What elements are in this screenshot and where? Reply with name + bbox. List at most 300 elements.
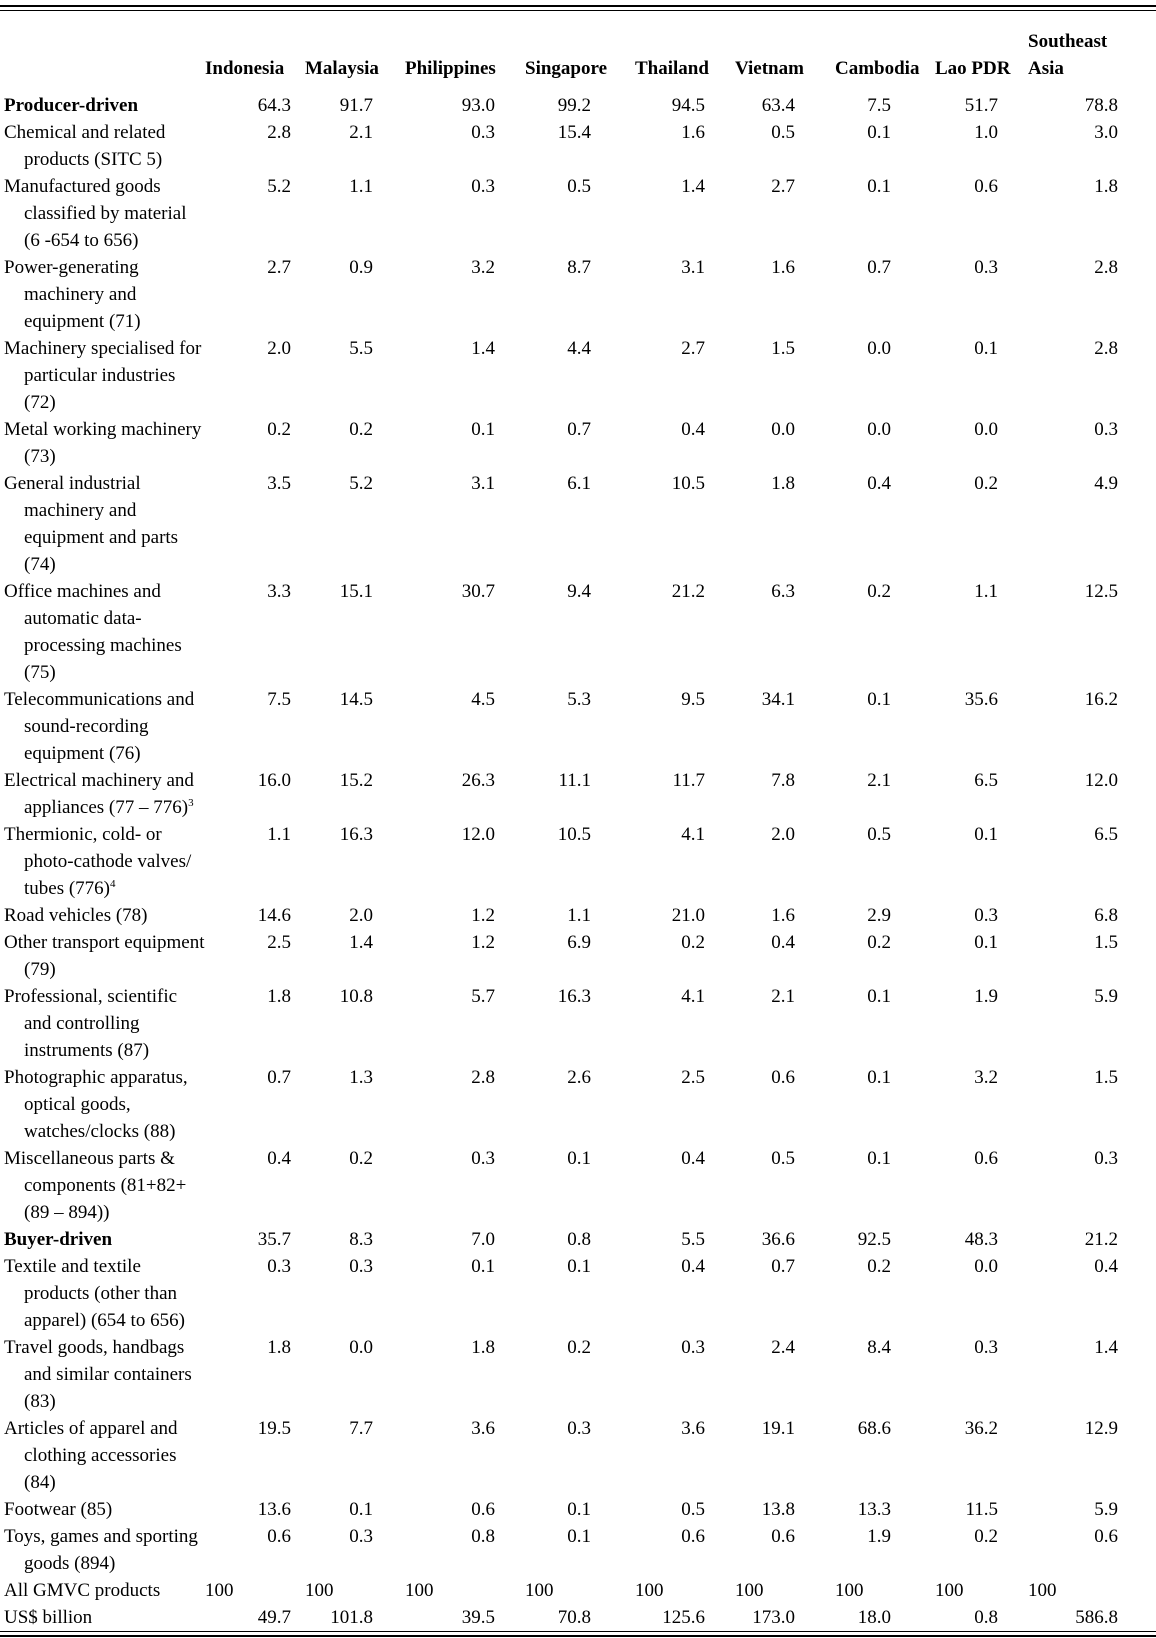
cell-value: 0.1 — [471, 419, 495, 440]
table-cell — [735, 1226, 835, 1253]
col-header — [1028, 11, 1156, 88]
cell-value: 16.3 — [339, 824, 373, 845]
table-cell — [835, 1064, 935, 1145]
cell-value: 0.5 — [771, 1148, 795, 1169]
table-cell — [635, 1604, 735, 1631]
table-cell — [525, 1604, 635, 1631]
cell-value: 7.8 — [771, 770, 795, 791]
table-cell — [305, 983, 405, 1064]
table-cell — [735, 902, 835, 929]
table-cell — [935, 1145, 1028, 1226]
cell-value: 4.9 — [1094, 473, 1118, 494]
table-cell — [635, 821, 735, 902]
table-bottom-rule-outer — [0, 1635, 1156, 1637]
cell-value: 100 — [835, 1580, 864, 1601]
cell-value: 12.9 — [1084, 1418, 1118, 1439]
table-cell — [635, 470, 735, 578]
cell-value: 0.6 — [771, 1526, 795, 1547]
table-cell — [525, 173, 635, 254]
cell-value: 0.0 — [867, 419, 891, 440]
cell-value: 6.1 — [567, 473, 591, 494]
table-cell — [835, 1145, 935, 1226]
table-cell — [835, 254, 935, 335]
row-label-wrap — [4, 983, 205, 1064]
table-cell — [635, 983, 735, 1064]
cell-value: 100 — [205, 1580, 234, 1601]
cell-value: 2.8 — [1094, 257, 1118, 278]
table-cell — [735, 88, 835, 119]
table-cell — [1028, 983, 1156, 1064]
table-cell — [835, 1523, 935, 1577]
table-cell — [1028, 88, 1156, 119]
table-cell — [735, 1334, 835, 1415]
cell-value: 0.4 — [1094, 1256, 1118, 1277]
row-label — [0, 1415, 205, 1496]
row-label-wrap — [4, 1604, 205, 1631]
cell-value: 14.6 — [257, 905, 291, 926]
cell-value: 0.3 — [349, 1526, 373, 1547]
table-cell — [1028, 767, 1156, 821]
cell-value: 0.7 — [771, 1256, 795, 1277]
table-cell — [305, 1334, 405, 1415]
table-cell — [635, 686, 735, 767]
cell-value: 0.8 — [974, 1607, 998, 1628]
cell-value: 0.1 — [471, 1256, 495, 1277]
cell-value: 173.0 — [752, 1607, 795, 1628]
cell-value: 1.1 — [567, 905, 591, 926]
table-cell — [735, 1577, 835, 1604]
cell-value: 8.7 — [567, 257, 591, 278]
table-body — [0, 88, 1156, 1631]
table-row — [0, 254, 1156, 335]
section-row — [0, 1226, 1156, 1253]
cell-value: 6.8 — [1094, 905, 1118, 926]
table-cell — [405, 335, 525, 416]
cell-value: 0.3 — [681, 1337, 705, 1358]
table-top-rule — [0, 5, 1156, 7]
col-header-text: Lao PDR — [935, 58, 1011, 79]
table-cell — [935, 686, 1028, 767]
table-cell — [405, 1064, 525, 1145]
cell-value: 1.8 — [771, 473, 795, 494]
row-label-wrap — [4, 1523, 205, 1577]
table-cell — [735, 1415, 835, 1496]
cell-value: 1.1 — [349, 176, 373, 197]
table-cell — [835, 173, 935, 254]
cell-value: 4.1 — [681, 986, 705, 1007]
cell-value: 21.0 — [671, 905, 705, 926]
cell-value: 2.4 — [771, 1337, 795, 1358]
table-cell — [835, 1604, 935, 1631]
col-header — [305, 11, 405, 88]
table-cell — [1028, 1415, 1156, 1496]
table-cell — [935, 821, 1028, 902]
table-cell — [935, 1253, 1028, 1334]
cell-value: 92.5 — [857, 1229, 891, 1250]
gmvc-export-table — [0, 11, 1156, 1631]
row-label-text: Producer-driven — [4, 95, 139, 116]
cell-value: 3.5 — [267, 473, 291, 494]
table-cell — [205, 254, 305, 335]
table-cell — [525, 1253, 635, 1334]
table-cell — [525, 686, 635, 767]
cell-value: 4.5 — [471, 689, 495, 710]
table-cell — [835, 821, 935, 902]
row-label-wrap — [4, 578, 205, 686]
table-cell — [305, 416, 405, 470]
cell-value: 0.2 — [349, 419, 373, 440]
table-cell — [205, 470, 305, 578]
cell-value: 0.4 — [681, 1148, 705, 1169]
table-cell — [635, 578, 735, 686]
col-header — [635, 11, 735, 88]
table-row — [0, 1064, 1156, 1145]
table-cell — [1028, 254, 1156, 335]
section-row — [0, 88, 1156, 119]
table-cell — [935, 983, 1028, 1064]
table-cell — [735, 1145, 835, 1226]
cell-value: 5.3 — [567, 689, 591, 710]
table-cell — [1028, 1334, 1156, 1415]
col-header — [405, 11, 525, 88]
table-cell — [305, 686, 405, 767]
row-label — [0, 1604, 205, 1631]
table-row — [0, 1415, 1156, 1496]
cell-value: 1.4 — [471, 338, 495, 359]
row-label-wrap — [4, 1145, 205, 1226]
cell-value: 125.6 — [662, 1607, 705, 1628]
cell-value: 1.4 — [681, 176, 705, 197]
table-cell — [205, 1334, 305, 1415]
table-cell — [935, 254, 1028, 335]
cell-value: 0.3 — [267, 1256, 291, 1277]
table-row — [0, 1253, 1156, 1334]
table-cell — [525, 821, 635, 902]
cell-value: 4.4 — [567, 338, 591, 359]
row-label — [0, 88, 205, 119]
table-cell — [305, 1064, 405, 1145]
table-cell — [305, 821, 405, 902]
table-cell — [735, 983, 835, 1064]
cell-value: 2.0 — [771, 824, 795, 845]
row-label-wrap — [4, 92, 205, 119]
row-label — [0, 335, 205, 416]
cell-value: 0.4 — [681, 1256, 705, 1277]
cell-value: 0.9 — [349, 257, 373, 278]
cell-value: 100 — [935, 1580, 964, 1601]
footnote-marker: 3 — [188, 797, 194, 809]
cell-value: 99.2 — [557, 95, 591, 116]
cell-value: 0.4 — [867, 473, 891, 494]
cell-value: 13.3 — [857, 1499, 891, 1520]
table-cell — [525, 929, 635, 983]
cell-value: 100 — [405, 1580, 434, 1601]
cell-value: 0.0 — [349, 1337, 373, 1358]
row-label-text: Toys, games and sporting goods (894) — [4, 1526, 198, 1574]
cell-value: 2.6 — [567, 1067, 591, 1088]
table-cell — [835, 1415, 935, 1496]
table-cell — [205, 686, 305, 767]
row-label-text: Footwear (85) — [4, 1499, 113, 1520]
cell-value: 0.1 — [974, 932, 998, 953]
table-cell — [835, 1334, 935, 1415]
cell-value: 1.8 — [471, 1337, 495, 1358]
table-cell — [1028, 1523, 1156, 1577]
row-label-text: Telecommunications and sound-recording equipment (76) — [4, 689, 195, 764]
cell-value: 0.3 — [349, 1256, 373, 1277]
cell-value: 18.0 — [857, 1607, 891, 1628]
header-row-label — [0, 11, 205, 88]
cell-value: 9.5 — [681, 689, 705, 710]
cell-value: 3.1 — [471, 473, 495, 494]
table-cell — [1028, 416, 1156, 470]
table-cell — [1028, 173, 1156, 254]
cell-value: 0.3 — [471, 1148, 495, 1169]
table-cell — [935, 1226, 1028, 1253]
table-cell — [525, 470, 635, 578]
cell-value: 10.8 — [339, 986, 373, 1007]
table-cell — [1028, 929, 1156, 983]
table-cell — [935, 88, 1028, 119]
col-header — [735, 11, 835, 88]
table-cell — [635, 1253, 735, 1334]
table-cell — [405, 1604, 525, 1631]
table-cell — [305, 1253, 405, 1334]
cell-value: 0.2 — [974, 1526, 998, 1547]
cell-value: 0.2 — [974, 473, 998, 494]
table-cell — [835, 686, 935, 767]
cell-value: 30.7 — [461, 581, 495, 602]
table-cell — [305, 88, 405, 119]
cell-value: 0.1 — [349, 1499, 373, 1520]
table-row — [0, 821, 1156, 902]
row-label — [0, 821, 205, 902]
cell-value: 0.6 — [771, 1067, 795, 1088]
table-cell — [935, 902, 1028, 929]
cell-value: 7.5 — [267, 689, 291, 710]
table-cell — [205, 1415, 305, 1496]
cell-value: 16.0 — [257, 770, 291, 791]
row-label-wrap — [4, 929, 205, 983]
cell-value: 39.5 — [461, 1607, 495, 1628]
table-cell — [1028, 686, 1156, 767]
col-header — [525, 11, 635, 88]
table-row — [0, 1604, 1156, 1631]
cell-value: 1.2 — [471, 905, 495, 926]
table-cell — [1028, 1604, 1156, 1631]
table-cell — [305, 767, 405, 821]
cell-value: 3.3 — [267, 581, 291, 602]
cell-value: 4.1 — [681, 824, 705, 845]
cell-value: 2.1 — [349, 122, 373, 143]
col-header-text: Philippines — [405, 58, 496, 79]
cell-value: 2.9 — [867, 905, 891, 926]
row-label — [0, 119, 205, 173]
cell-value: 1.8 — [1094, 176, 1118, 197]
row-label-wrap — [4, 1415, 205, 1496]
cell-value: 1.4 — [1094, 1337, 1118, 1358]
table-cell — [835, 902, 935, 929]
cell-value: 1.8 — [267, 986, 291, 1007]
cell-value: 0.6 — [267, 1526, 291, 1547]
table-cell — [635, 929, 735, 983]
table-cell — [635, 88, 735, 119]
table-cell — [405, 578, 525, 686]
table-bottom-rule — [0, 1631, 1156, 1632]
table-cell — [635, 254, 735, 335]
cell-value: 12.0 — [461, 824, 495, 845]
table-cell — [525, 335, 635, 416]
cell-value: 0.4 — [681, 419, 705, 440]
table-cell — [835, 470, 935, 578]
cell-value: 7.0 — [471, 1229, 495, 1250]
table-cell — [205, 88, 305, 119]
cell-value: 100 — [525, 1580, 554, 1601]
cell-value: 15.1 — [339, 581, 373, 602]
table-cell — [935, 173, 1028, 254]
table-cell — [935, 1523, 1028, 1577]
table-cell — [405, 1523, 525, 1577]
table-cell — [305, 929, 405, 983]
table-cell — [935, 416, 1028, 470]
cell-value: 2.0 — [267, 338, 291, 359]
cell-value: 7.7 — [349, 1418, 373, 1439]
cell-value: 35.7 — [257, 1229, 291, 1250]
cell-value: 586.8 — [1075, 1607, 1118, 1628]
cell-value: 0.2 — [867, 1256, 891, 1277]
row-label-text: Photographic apparatus, optical goods, watches/clocks (88) — [4, 1067, 188, 1142]
cell-value: 0.5 — [681, 1499, 705, 1520]
table-cell — [525, 1226, 635, 1253]
table-cell — [935, 1604, 1028, 1631]
cell-value: 0.1 — [974, 824, 998, 845]
cell-value: 2.5 — [267, 932, 291, 953]
cell-value: 13.8 — [761, 1499, 795, 1520]
cell-value: 10.5 — [671, 473, 705, 494]
table-row — [0, 335, 1156, 416]
table-cell — [205, 578, 305, 686]
cell-value: 7.5 — [867, 95, 891, 116]
cell-value: 0.1 — [867, 122, 891, 143]
table-row — [0, 983, 1156, 1064]
table-cell — [305, 1496, 405, 1523]
row-label-wrap — [4, 1226, 205, 1253]
table-cell — [635, 1415, 735, 1496]
cell-value: 3.6 — [471, 1418, 495, 1439]
table-cell — [405, 1577, 525, 1604]
col-header-text: Vietnam — [735, 58, 804, 79]
row-label-wrap — [4, 1496, 205, 1523]
table-cell — [835, 1577, 935, 1604]
table-cell — [205, 767, 305, 821]
row-label — [0, 1496, 205, 1523]
col-header-text: Malaysia — [305, 58, 379, 79]
table-cell — [1028, 119, 1156, 173]
table-cell — [205, 335, 305, 416]
table-cell — [205, 1577, 305, 1604]
table-cell — [835, 929, 935, 983]
cell-value: 2.8 — [471, 1067, 495, 1088]
cell-value: 2.1 — [867, 770, 891, 791]
row-label — [0, 1253, 205, 1334]
cell-value: 1.5 — [1094, 1067, 1118, 1088]
row-label — [0, 1064, 205, 1145]
table-cell — [405, 1415, 525, 1496]
row-label-text: Thermionic, cold- or photo-cathode valves/ tubes (776) — [4, 824, 192, 899]
cell-value: 36.6 — [761, 1229, 795, 1250]
table-cell — [405, 1334, 525, 1415]
table-cell — [635, 1145, 735, 1226]
table-cell — [405, 1496, 525, 1523]
table-cell — [935, 1496, 1028, 1523]
table-cell — [205, 821, 305, 902]
row-label — [0, 983, 205, 1064]
table-cell — [1028, 1496, 1156, 1523]
cell-value: 0.6 — [1094, 1526, 1118, 1547]
cell-value: 0.3 — [471, 176, 495, 197]
table-cell — [735, 767, 835, 821]
table-cell — [525, 254, 635, 335]
cell-value: 0.4 — [771, 932, 795, 953]
cell-value: 0.1 — [567, 1499, 591, 1520]
row-label-text: Other transport equipment (79) — [4, 932, 205, 980]
cell-value: 5.7 — [471, 986, 495, 1007]
cell-value: 49.7 — [257, 1607, 291, 1628]
table-cell — [735, 1253, 835, 1334]
cell-value: 0.7 — [267, 1067, 291, 1088]
cell-value: 0.3 — [1094, 1148, 1118, 1169]
table-cell — [935, 335, 1028, 416]
table-cell — [635, 1496, 735, 1523]
cell-value: 1.6 — [681, 122, 705, 143]
cell-value: 2.7 — [681, 338, 705, 359]
table-cell — [305, 1145, 405, 1226]
cell-value: 16.2 — [1084, 689, 1118, 710]
table-cell — [205, 983, 305, 1064]
row-label — [0, 1334, 205, 1415]
row-label — [0, 470, 205, 578]
table-cell — [735, 578, 835, 686]
cell-value: 15.2 — [339, 770, 373, 791]
table-cell — [525, 767, 635, 821]
header-row — [0, 11, 1156, 88]
cell-value: 63.4 — [761, 95, 795, 116]
table-cell — [525, 416, 635, 470]
row-label-text: Miscellaneous parts & components (81+82+ (89 – 894)) — [4, 1148, 187, 1223]
cell-value: 3.1 — [681, 257, 705, 278]
table-cell — [405, 1253, 525, 1334]
row-label-wrap — [4, 902, 205, 929]
cell-value: 0.1 — [867, 1067, 891, 1088]
table-cell — [735, 470, 835, 578]
cell-value: 0.0 — [974, 419, 998, 440]
cell-value: 1.0 — [974, 122, 998, 143]
row-label-text: Travel goods, handbags and similar containers (83) — [4, 1337, 192, 1412]
cell-value: 0.2 — [267, 419, 291, 440]
row-label — [0, 1577, 205, 1604]
table-cell — [735, 1523, 835, 1577]
table-row — [0, 470, 1156, 578]
cell-value: 0.2 — [867, 932, 891, 953]
cell-value: 2.1 — [771, 986, 795, 1007]
table-cell — [305, 254, 405, 335]
table-cell — [205, 1523, 305, 1577]
cell-value: 1.9 — [974, 986, 998, 1007]
table-row — [0, 767, 1156, 821]
cell-value: 11.1 — [558, 770, 591, 791]
table-cell — [1028, 821, 1156, 902]
table-cell — [935, 1334, 1028, 1415]
